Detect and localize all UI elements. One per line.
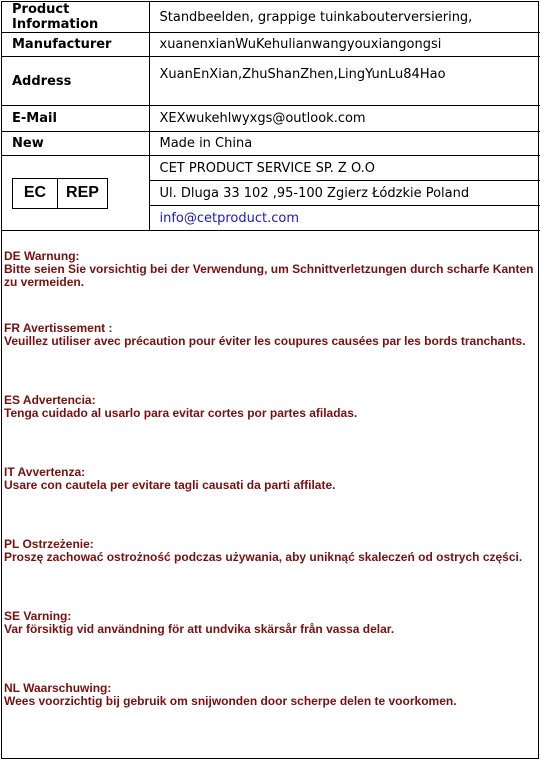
table-row — [2, 2, 540, 33]
address-label: Address — [2, 57, 149, 106]
warning-nl — [4, 682, 538, 708]
ec-mark: EC — [13, 179, 58, 208]
warning-de — [4, 250, 538, 289]
warning-body: Tenga cuidado al usarlo para evitar cortes por partes afiladas. — [4, 406, 358, 420]
warning-body: Bitte seien Sie vorsichtig bei der Verwendung, um Schnittverletzungen durch scharfe Kanten zu vermeiden. — [4, 262, 534, 289]
ec-rep-company: CET PRODUCT SERVICE SP. Z O.O — [149, 156, 540, 181]
warning-fr — [4, 322, 538, 348]
ec-rep-cell — [2, 156, 149, 231]
product-label-sheet — [1, 1, 539, 759]
product-info-table — [2, 2, 540, 231]
manufacturer-value: xuanenxianWuKehulianwangyouxiangongsi — [149, 33, 540, 57]
warning-it — [4, 466, 538, 492]
warning-title: DE Warnung: — [4, 249, 80, 263]
warning-title: SE Varning: — [4, 609, 72, 623]
manufacturer-label: Manufacturer — [2, 33, 149, 57]
warning-title: NL Waarschuwing: — [4, 681, 112, 695]
table-row — [2, 156, 540, 181]
product-information-value: Standbeelden, grappige tuinkabouterversiering, — [149, 2, 540, 33]
ec-rep-symbol — [12, 178, 108, 209]
warning-pl — [4, 538, 538, 564]
warning-title: FR Avertissement : — [4, 321, 113, 335]
product-information-label: Product Information — [2, 2, 149, 33]
table-row — [2, 132, 540, 156]
warning-es — [4, 394, 538, 420]
new-value: Made in China — [149, 132, 540, 156]
warning-body: Proszę zachować ostrożność podczas używania, aby uniknąć skaleczeń od ostrych części. — [4, 550, 523, 564]
ec-rep-email-link[interactable]: info@cetproduct.com — [149, 206, 540, 231]
warning-body: Veuillez utiliser avec précaution pour éviter les coupures causées par les bords tranchants. — [4, 334, 526, 348]
address-value: XuanEnXian,ZhuShanZhen,LingYunLu84Hao — [149, 57, 540, 106]
warning-body: Usare con cautela per evitare tagli causati da parti affilate. — [4, 478, 336, 492]
email-value: XEXwukehlwyxgs@outlook.com — [149, 106, 540, 132]
table-row — [2, 106, 540, 132]
warning-title: ES Advertencia: — [4, 393, 96, 407]
table-row — [2, 57, 540, 106]
warning-se — [4, 610, 538, 636]
table-row — [2, 33, 540, 57]
rep-mark: REP — [66, 184, 99, 201]
warning-title: IT Avvertenza: — [4, 465, 86, 479]
email-label: E-Mail — [2, 106, 149, 132]
ec-rep-address: Ul. Dluga 33 102 ,95-100 Zgierz Łódzkie Poland — [149, 181, 540, 206]
new-label: New — [2, 132, 149, 156]
warning-title: PL Ostrzeżenie: — [4, 537, 94, 551]
warning-body: Wees voorzichtig bij gebruik om snijwonden door scherpe delen te voorkomen. — [4, 694, 457, 708]
warning-body: Var försiktig vid användning för att undvika skärsår från vassa delar. — [4, 622, 395, 636]
